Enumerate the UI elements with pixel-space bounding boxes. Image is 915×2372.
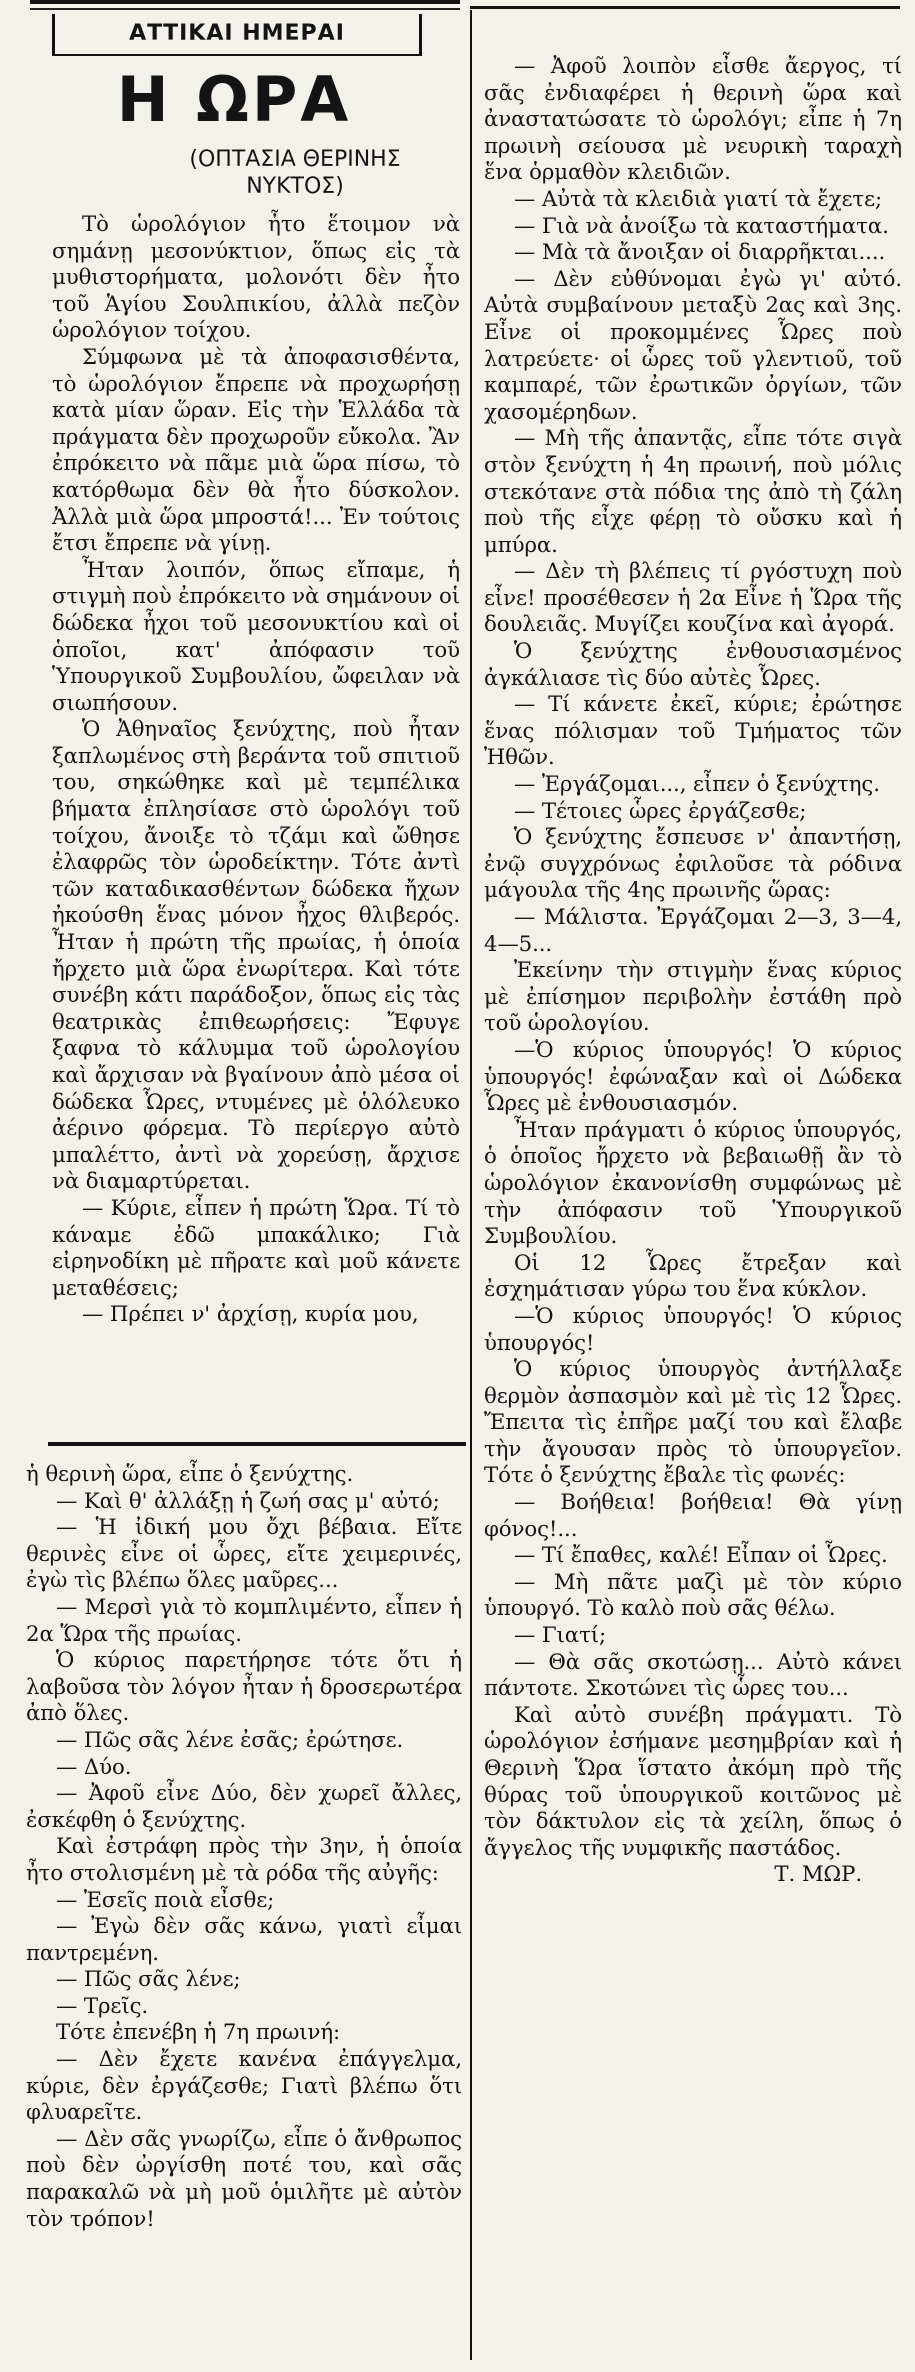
author-signature: Τ. ΜΩΡ.: [774, 1862, 862, 1888]
paragraph: Καὶ αὐτὸ συνέβη πράγματι. Τὸ ὡρολόγιον ἐσήμανε μεσημβρίαν καὶ ἡ Θερινὴ Ὥρα ἵστατο ἀκόμη πρὸ τῆς θύρας τοῦ ὑπουργικοῦ κοιτῶνος μὲ τὸν δάκτυλον εἰς τὰ χείλη, ὅπως ὁ ἄγγελος τῆς νυμφικῆς παστάδος.: [484, 1702, 902, 1861]
paragraph: —Ὁ κύριος ὑπουργός! Ὁ κύριος ὑπουργός! ἐφώναξαν καὶ οἱ Δώδεκα Ὧρες μὲ ἐνθουσιασμόν.: [484, 1037, 902, 1117]
paragraph: Ἐκείνην τὴν στιγμὴν ἕνας κύριος μὲ ἐπίσημον περιβολὴν ἐστάθη πρὸ τοῦ ὡρολογίου.: [484, 958, 902, 1037]
paragraph: — Κύριε, εἶπεν ἡ πρώτη Ὥρα. Τί τὸ κάναμε ἐδῶ μπακάλικο; Γιὰ εἰρηνοδίκη μὲ πῆρατε καὶ μοῦ κάνετε μεταθέσεις;: [52, 1195, 460, 1301]
top-rule-right: [470, 6, 900, 9]
column-divider: [470, 10, 472, 2360]
paragraph: — Βοήθεια! βοήθεια! Θὰ γίνῃ φόνος!...: [484, 1490, 902, 1542]
top-rule-thick: [30, 0, 460, 4]
paragraph: Ὁ κύριος ὑπουργὸς ἀντήλλαξε θερμὸν ἀσπασμὸν καὶ μὲ τὶς 12 Ὧρες. Ἔπειτα τὶς ἐπῆρε μαζί του καὶ ἔλαβε τὴν ἄγουσαν πρὸς τὸ ὑπουργεῖον. Τότε ὁ ξενύχτης ἔβαλε τὶς φωνές:: [484, 1357, 902, 1489]
paragraph: — Τέτοιες ὧρες ἐργάζεσθε;: [514, 798, 807, 824]
paragraph: — Γιὰ νὰ ἀνοίξω τὰ καταστήματα.: [514, 213, 889, 239]
paragraph: — Τί ἔπαθες, καλέ! Εἶπαν οἱ Ὧρες.: [514, 1543, 888, 1569]
paragraph: Ὁ ξενύχτης ἐνθουσιασμένος ἀγκάλιασε τὶς δύο αὐτὲς Ὧρες.: [484, 639, 902, 691]
paragraph: — Δὲν σᾶς γνωρίζω, εἶπε ὁ ἄνθρωπος ποὺ δὲν ὠργίσθη ποτέ του, καὶ σᾶς παρακαλῶ νὰ μὴ μοῦ ὁμιλῆτε μὲ αὐτὸν τὸν τρόπον!: [26, 2126, 462, 2232]
paragraph: — Πῶς σᾶς λένε ἐσᾶς; ἐρώτησε.: [56, 1727, 404, 1753]
paragraph: — Καὶ θ' ἀλλάξῃ ἡ ζωή σας μ' αὐτό;: [56, 1488, 440, 1514]
section-kicker: ΑΤΤΙΚΑΙ ΗΜΕΡΑΙ: [52, 14, 422, 56]
top-rule-thin: [30, 8, 460, 10]
paragraph: — Ἀφοῦ εἶνε Δύο, δὲν χωρεῖ ἄλλες, ἐσκέφθη ὁ ξενύχτης.: [26, 1781, 462, 1833]
paragraph: —Ὁ κύριος ὑπουργός! Ὁ κύριος ὑπουργός!: [484, 1303, 902, 1356]
paragraph: — Τρεῖς.: [56, 1993, 149, 2019]
paragraph: Ἦταν πράγματι ὁ κύριος ὑπουργός, ὁ ὁποῖος ἤρχετο νὰ βεβαιωθῇ ἂν τὸ ὡρολόγιον ἐκανονίσθη συμφώνως μὲ τὴν ἀπόφασιν τοῦ Ὑπουργικοῦ Συμβουλίου.: [484, 1117, 902, 1250]
paragraph: — Πρέπει ν' ἀρχίσῃ, κυρία μου,: [82, 1302, 419, 1328]
paragraph: — Πῶς σᾶς λένε;: [56, 1967, 241, 1993]
paragraph: — Μάλιστα. Ἐργάζομαι 2—3, 3—4, 4—5...: [484, 905, 902, 957]
paragraph: — Θὰ σᾶς σκοτώσῃ... Αὐτὸ κάνει πάντοτε. Σκοτώνει τὶς ὧρες του...: [484, 1649, 902, 1702]
column-1: [52, 212, 460, 1329]
paragraph: Καὶ ἐστράφη πρὸς τὴν 3ην, ἡ ὁποία ἦτο στολισμένη μὲ τὰ ρόδα τῆς αὐγῆς:: [26, 1834, 462, 1886]
paragraph: — Μερσὶ γιὰ τὸ κομπλιμέντο, εἶπεν ἡ 2α Ὥρα τῆς πρωίας.: [26, 1594, 462, 1647]
paragraph: Ὁ κύριος παρετήρησε τότε ὅτι ἡ λαβοῦσα τὸν λόγον ἦταν ἡ δροσερωτέρα ἀπὸ ὅλες.: [26, 1648, 462, 1727]
paragraph: — Ἡ ἰδική μου ὄχι βέβαια. Εἴτε θερινὲς εἶνε οἱ ὧρες, εἴτε χειμερινές, ἐγὼ τὶς βλέπω ὅλες μαῦρες...: [26, 1515, 462, 1594]
column-2: [26, 1462, 462, 2233]
paragraph: Ὁ Ἀθηναῖος ξενύχτης, ποὺ ἦταν ξαπλωμένος στὴ βεράντα τοῦ σπιτιοῦ του, σηκώθηκε καὶ μὲ τεμπέλικα βήματα ἐπλησίασε στὸ ὡρολόγι τοῦ τοίχου, ἄνοιξε τὸ τζάμι καὶ ὤθησε ἐλαφρῶς τὸν ὡροδείκτην. Τότε ἀντὶ τῶν καταδικασθέντων δώδεκα ἤχων ἠκούσθη ἕνας μόνον ἦχος θλιβερός. Ἦταν ἡ πρώτη τῆς πρωίας, ἡ ὁποία ἤρχετο μιὰ ὥρα ἐνωρίτερα. Καὶ τότε συνέβη κάτι παράδοξον, ὅπως εἰς τὰς θεατρικὰς ἐπιθεωρήσεις: Ἔφυγε ξαφνα τὸ κάλυμμα τοῦ ὡρολογίου καὶ ἄρχισαν νὰ βγαίνουν ἀπὸ μέσα οἱ δώδεκα Ὧρες, ντυμένες μὲ ὁλόλευκο ἀέρινο φόρεμα. Τὸ περίεργο αὐτὸ μπαλέττο, ἀντὶ νὰ χορεύσῃ, ἄρχισε νὰ διαμαρτύρεται.: [52, 717, 460, 1195]
column-1-bottom-rule: [48, 1442, 466, 1446]
paragraph: — Δύο.: [56, 1754, 132, 1780]
column-3: [484, 54, 902, 1889]
article-title: Η ΩΡΑ: [116, 63, 352, 136]
paragraph: — Αὐτὰ τὰ κλειδιὰ γιατί τὰ ἔχετε;: [514, 186, 883, 212]
paragraph: — Δὲν τὴ βλέπεις τί ργόστυχη ποὺ εἶνε! προσέθεσεν ἡ 2α Εἶνε ἡ Ὥρα τῆς δουλειᾶς. Μυγίζει κουζίνα καὶ ἀγορά.: [484, 559, 902, 638]
paragraph: — Δὲν εὐθύνομαι ἐγὼ γι' αὐτό. Αὐτὰ συμβαίνουν μεταξὺ 2ας καὶ 3ης. Εἶνε οἱ προκομμένες Ὧρες ποὺ λατρεύετε· οἱ ὧρες τοῦ γλεντιοῦ, τοῦ καμπαρέ, τῶν ἐρωτικῶν ὀργίων, τῶν χασομέρηδων.: [484, 266, 902, 425]
paragraph: — Μὴ πᾶτε μαζὶ μὲ τὸν κύριο ὑπουργό. Τὸ καλὸ ποὺ σᾶς θέλω.: [484, 1569, 902, 1622]
paragraph: — Ἀφοῦ λοιπὸν εἶσθε ἄεργος, τί σᾶς ἐνδιαφέρει ἡ θερινὴ ὥρα καὶ ἀναστατώσατε τὸ ὡρολόγι; εἶπε ἡ 7η πρωινὴ σείουσα μὲ νευρικὴ ταραχὴ ἕνα ὁρμαθὸν κλειδιῶν.: [484, 54, 902, 186]
paragraph: — Δὲν ἔχετε κανένα ἐπάγγελμα, κύριε, δὲν ἐργάζεσθε; Γιατὶ βλέπω ὅτι φλυαρεῖτε.: [26, 2047, 462, 2126]
paragraph: Ἦταν λοιπόν, ὅπως εἴπαμε, ἡ στιγμὴ ποὺ ἐπρόκειτο νὰ σημάνουν οἱ δώδεκα ἦχοι τοῦ μεσονυκτίου καὶ οἱ ὁποῖοι, κατ' ἀπόφασιν τοῦ Ὑπουργικοῦ Συμβουλίου, ὤφειλαν νὰ σιωπήσουν.: [52, 557, 460, 716]
paragraph: — Ἐγὼ δὲν σᾶς κάνω, γιατὶ εἶμαι παντρεμένη.: [26, 1914, 462, 1966]
paragraph: Ὁ ξενύχτης ἔσπευσε ν' ἀπαντήσῃ, ἐνῷ συγχρόνως ἐφιλοῦσε τὰ ρόδινα μάγουλα τῆς 4ης πρωινῆς ὥρας:: [484, 825, 902, 904]
paragraph: Τότε ἐπενέβη ἡ 7η πρωινή:: [56, 2020, 341, 2046]
paragraph: — Ἐργάζομαι..., εἶπεν ὁ ξενύχτης.: [514, 772, 880, 798]
paragraph: ἡ θερινὴ ὥρα, εἶπε ὁ ξενύχτης.: [26, 1462, 354, 1487]
paragraph: Τὸ ὡρολόγιον ἦτο ἕτοιμον νὰ σημάνῃ μεσονύκτιον, ὅπως εἰς τὰ μυθιστορήματα, μολονότι δὲν ἦτο τοῦ Ἁγίου Σουλπικίου, ἀλλὰ πεζὸν ὡρολόγιον τοίχου.: [52, 212, 460, 344]
paragraph: — Μὴ τῆς ἀπαντᾷς, εἶπε τότε σιγὰ στὸν ξενύχτη ἡ 4η πρωινή, ποὺ μόλις στεκότανε στὰ πόδια της ἀπὸ τὴ ζάλη ποὺ τῆς εἶχε φέρῃ τὸ οὔσκυ καὶ ἡ μπύρα.: [484, 426, 902, 558]
article-subtitle: (ΟΠΤΑΣΙΑ ΘΕΡΙΝΗΣ ΝΥΚΤΟΣ): [189, 147, 401, 199]
paragraph: Σύμφωνα μὲ τὰ ἀποφασισθέντα, τὸ ὡρολόγιον ἔπρεπε νὰ προχωρήσῃ κατὰ μίαν ὥραν. Εἰς τὴν Ἑλλάδα τὰ πράγματα δὲν προχωροῦν εὔκολα. Ἂν ἐπρόκειτο νὰ πᾶμε μιὰ ὥρα πίσω, τὸ κατόρθωμα δὲν θὰ ἦτο δύσκολον. Ἀλλὰ μιὰ ὥρα μπροστά!... Ἐν τούτοις ἔτσι ἔπρεπε νὰ γίνῃ.: [52, 344, 460, 557]
paragraph: Οἱ 12 Ὧρες ἔτρεξαν καὶ ἐσχημάτισαν γύρω του ἕνα κύκλον.: [484, 1250, 902, 1303]
paragraph: — Τί κάνετε ἐκεῖ, κύριε; ἐρώτησε ἕνας πόλισμαν τοῦ Τμήματος τῶν Ἠθῶν.: [484, 692, 902, 771]
paragraph: — Γιατί;: [514, 1623, 607, 1649]
paragraph: — Μὰ τὰ ἄνοιξαν οἱ διαρρῆκται....: [514, 240, 886, 266]
paragraph: — Ἐσεῖς ποιὰ εἶσθε;: [56, 1887, 275, 1913]
